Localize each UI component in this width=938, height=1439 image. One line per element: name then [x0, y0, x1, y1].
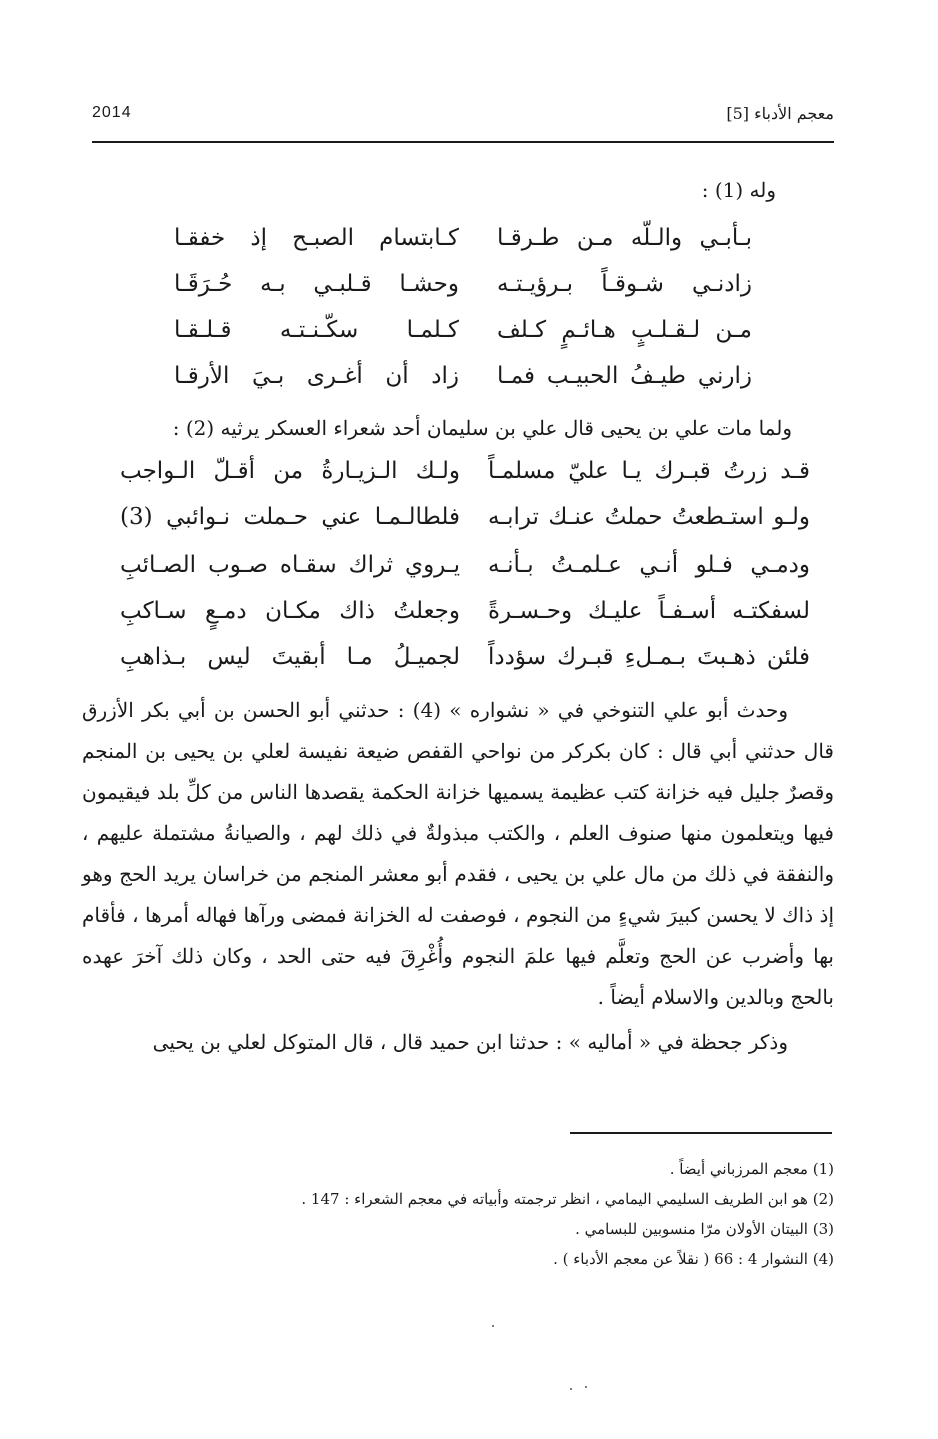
verse-first-hemistich: بـأبـي والـلّه مـن طـرقـا	[497, 225, 752, 251]
verse-second-hemistich: كـلمـا سكّـنـتـه قـلـقـا	[174, 317, 459, 343]
poem1-verse	[174, 271, 752, 317]
page-number: 2014	[92, 104, 132, 121]
poem2-verse	[120, 458, 810, 504]
verse-first-hemistich: فلئن ذهـبتَ بـمـلءِ قبـرك سؤدداً	[488, 644, 810, 670]
verse-first-hemistich: قـد زرتُ قبـرك يـا عليّ مسلمـاً	[488, 458, 810, 484]
verse-first-hemistich: مـن لـقـلـبٍ هـائـمٍ كـلف	[497, 317, 752, 343]
poem1-verse	[174, 225, 752, 271]
paragraph: وذكر جحظة في « أماليه » : حدثنا ابن حميد قال ، قال المتوكل لعلي بن يحيى	[152, 1030, 788, 1054]
verse-second-hemistich: زاد أن أغـرى بـيَ الأرقـا	[174, 363, 459, 389]
footnote: (1) معجم المرزباني أيضاً .	[669, 1160, 834, 1178]
poem2-verse	[120, 504, 810, 550]
verse-second-hemistich: ولـك الـزيـارةُ من أقـلّ الـواجب	[120, 458, 460, 484]
verse-second-hemistich: كـابتسام الصبـح إذ خفقـا	[174, 225, 459, 251]
prose-body	[82, 690, 834, 1063]
verse-first-hemistich: ودمـي فـلو أنـي عـلمـتُ بـأنـه	[488, 552, 810, 578]
footnote: (3) البيتان الأولان مرّا منسوبين للبسامي .	[575, 1220, 834, 1238]
page-header	[92, 104, 834, 140]
footnote: (4) النشوار 4 : 66 ( نقلاً عن معجم الأدباء ) .	[553, 1250, 834, 1268]
footnote-rule	[570, 1132, 832, 1134]
footnote: (2) هو ابن الطريف السليمي اليمامي ، انظر ترجمته وأبياته في معجم الشعراء : 147 .	[301, 1190, 834, 1208]
poem2-verse	[120, 644, 810, 690]
transition-text: ولما مات علي بن يحيى قال علي بن سليمان أحد شعراء العسكر يرثيه (2) :	[172, 416, 792, 440]
verse-second-hemistich: يـروي ثراك سقـاه صـوب الصـائبِ	[120, 552, 460, 578]
poem-transition	[120, 408, 792, 449]
verse-first-hemistich: ولـو استـطعتُ حملتُ عنـك ترابـه	[488, 504, 810, 530]
poem-intro: وله (1) :	[701, 178, 776, 202]
poem2-verse	[120, 598, 810, 644]
scan-speck	[492, 1325, 494, 1327]
poem1-verse	[174, 317, 752, 363]
verse-first-hemistich: زارني طيـفُ الحبيـب فمـا	[497, 363, 752, 389]
verse-first-hemistich: زادنـي شـوقـاً بـرؤيـتـه	[497, 271, 752, 297]
poem2-verse	[120, 552, 810, 598]
verse-first-hemistich: لسفكتـه أسـفـاً عليـك وحـسـرةً	[488, 598, 810, 624]
header-rule	[92, 141, 834, 143]
verse-second-hemistich: لجميـلُ مـا أبقيتَ ليس بـذاهبِ	[120, 644, 460, 670]
verse-second-hemistich: وحشـا قـلبـي بـه حُـرَقَـا	[174, 271, 459, 297]
verse-second-hemistich: وجعلتُ ذاك مكـان دمـعٍ سـاكبِ	[120, 598, 460, 624]
scan-speck	[570, 1388, 572, 1390]
verse-second-hemistich: فلطالـمـا عني حـملت نـوائبي (3)	[120, 504, 460, 530]
footnotes	[214, 1154, 834, 1274]
paragraph: وحدث أبو علي التنوخي في « نشواره » (4) : حدثني أبو الحسن بن أبي بكر الأزرق قال حدثني أبي قال : كان بكركر من نواحي القفص ضيعة نفيسة لعلي بن يحيى بن المنجم وقصرٌ جليل فيه خزانة كتب عظيمة يسميها خزانة الحكمة يقصدها الناس من كلِّ بلد فيقيمون فيها ويتعلمون منها صنوف العلم ، والكتب مبذولةٌ في ذلك لهم ، والصيانةُ مشتملة عليهم ، والنفقة في ذلك من مال علي بن يحيى ، فقدم أبو معشر المنجم من خراسان يريد الحج وهو إذ ذاك لا يحسن كبيرَ شيءٍ من النجوم ، فوصفت له الخزانة فمضى ورآها فهاله أمرها ، فأقام بها وأضرب عن الحج وتعلَّم فيها علمَ النجوم وأُغْرِقَ فيه حتى الحد ، وكان ذلك آخرَ عهده بالحج وبالدين والاسلام أيضاً .	[82, 698, 834, 1009]
scan-speck	[585, 1386, 587, 1388]
poem1-verse	[174, 363, 752, 409]
running-title: معجم الأدباء [5]	[726, 104, 834, 123]
